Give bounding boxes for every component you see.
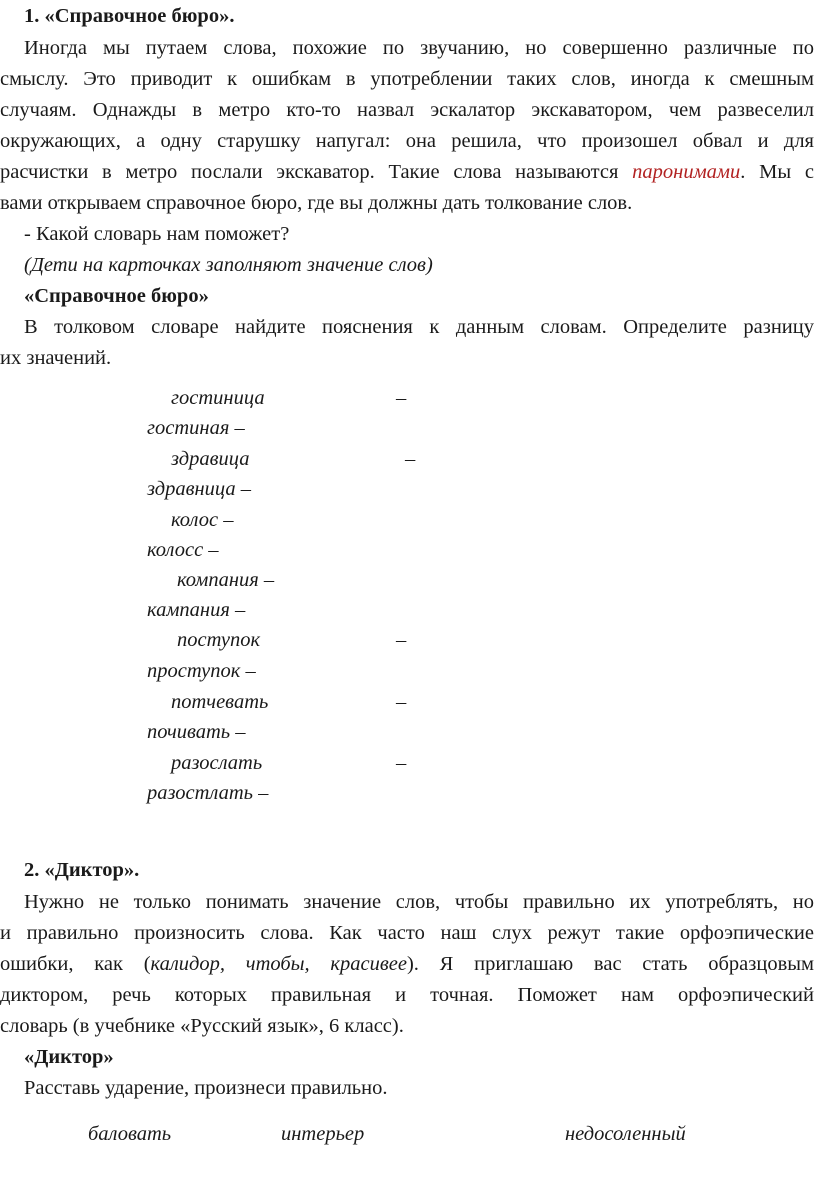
section1-paragraph-line: смыслу. Это приводит к ошибкам в употреблении таких слов, иногда к смешным [0,68,814,90]
paronym-word: колосс – [147,539,219,561]
section1-paragraph-line: Иногда мы путаем слова, похожие по звучанию, но совершенно различные по [24,37,814,59]
stress-word: интерьер [281,1123,365,1145]
paronym-word: потчевать [171,691,269,713]
paronym-word: здравица [171,448,250,470]
word-dash: – [396,691,407,713]
section1-paragraph-line: случаям. Однажды в метро кто-то назвал эскалатор экскаватором, чем развеселил [0,99,814,121]
task-line: их значений. [0,347,112,369]
paronym-word: гостиная – [147,417,245,439]
section2-paragraph-line: и правильно произносить слова. Как часто наш слух режут такие орфоэпические [0,922,814,944]
text-before-term: расчистки в метро послали экскаватор. Такие слова называются [0,161,633,183]
question-line: - Какой словарь нам поможет? [24,223,290,245]
section2-paragraph-line-examples [0,952,814,976]
section1-paragraph-line: вами открываем справочное бюро, где вы должны дать толкование слов. [0,192,633,214]
paronym-word: колос – [171,509,234,531]
section1-paragraph-line-term [0,160,814,184]
section1-paragraph-line: окружающих, а одну старушку напугал: она решила, что произошел обвал и для [0,130,814,152]
task-line: В толковом словаре найдите пояснения к данным словам. Определите разницу [24,316,814,338]
paronym-word: гостиница [171,387,265,409]
section2-paragraph-line: словарь (в учебнике «Русский язык», 6 класс). [0,1015,404,1037]
text-after-examples: ). Я приглашаю вас стать образцовым [406,953,814,975]
paronyms-term: паронимами [632,161,741,183]
word-dash: – [396,752,407,774]
paronym-word: компания – [177,569,275,591]
paronym-word: поступок [177,629,261,651]
paronym-word: кампания – [147,599,246,621]
section2-paragraph-line: диктором, речь которых правильная и точная. Поможет нам орфоэпический [0,984,814,1006]
section2-paragraph-line: Нужно не только понимать значение слов, чтобы правильно их употреблять, но [24,891,814,913]
paronym-word: почивать – [147,721,246,743]
word-dash: – [396,629,407,651]
stress-word: баловать [88,1123,172,1145]
text-before-examples: ошибки, как ( [0,953,151,975]
section1-heading: 1. «Справочное бюро». [24,5,235,27]
word-dash: – [396,387,407,409]
section2-heading: 2. «Диктор». [24,859,140,881]
paronym-word: разослать [171,752,263,774]
section2-subheading: «Диктор» [24,1046,114,1068]
paronym-word: проступок – [147,660,256,682]
word-dash: – [405,448,416,470]
stress-word: недосоленный [565,1123,686,1145]
note-line: (Дети на карточках заполняют значение слов) [24,254,433,276]
paronym-word: разостлать – [147,782,269,804]
section2-task: Расставь ударение, произнеси правильно. [24,1077,388,1099]
section1-subheading: «Справочное бюро» [24,285,209,307]
paronym-word: здравница – [147,478,252,500]
text-after-term: . Мы с [740,161,814,183]
error-examples: калидор, чтобы, красивее [150,953,407,975]
